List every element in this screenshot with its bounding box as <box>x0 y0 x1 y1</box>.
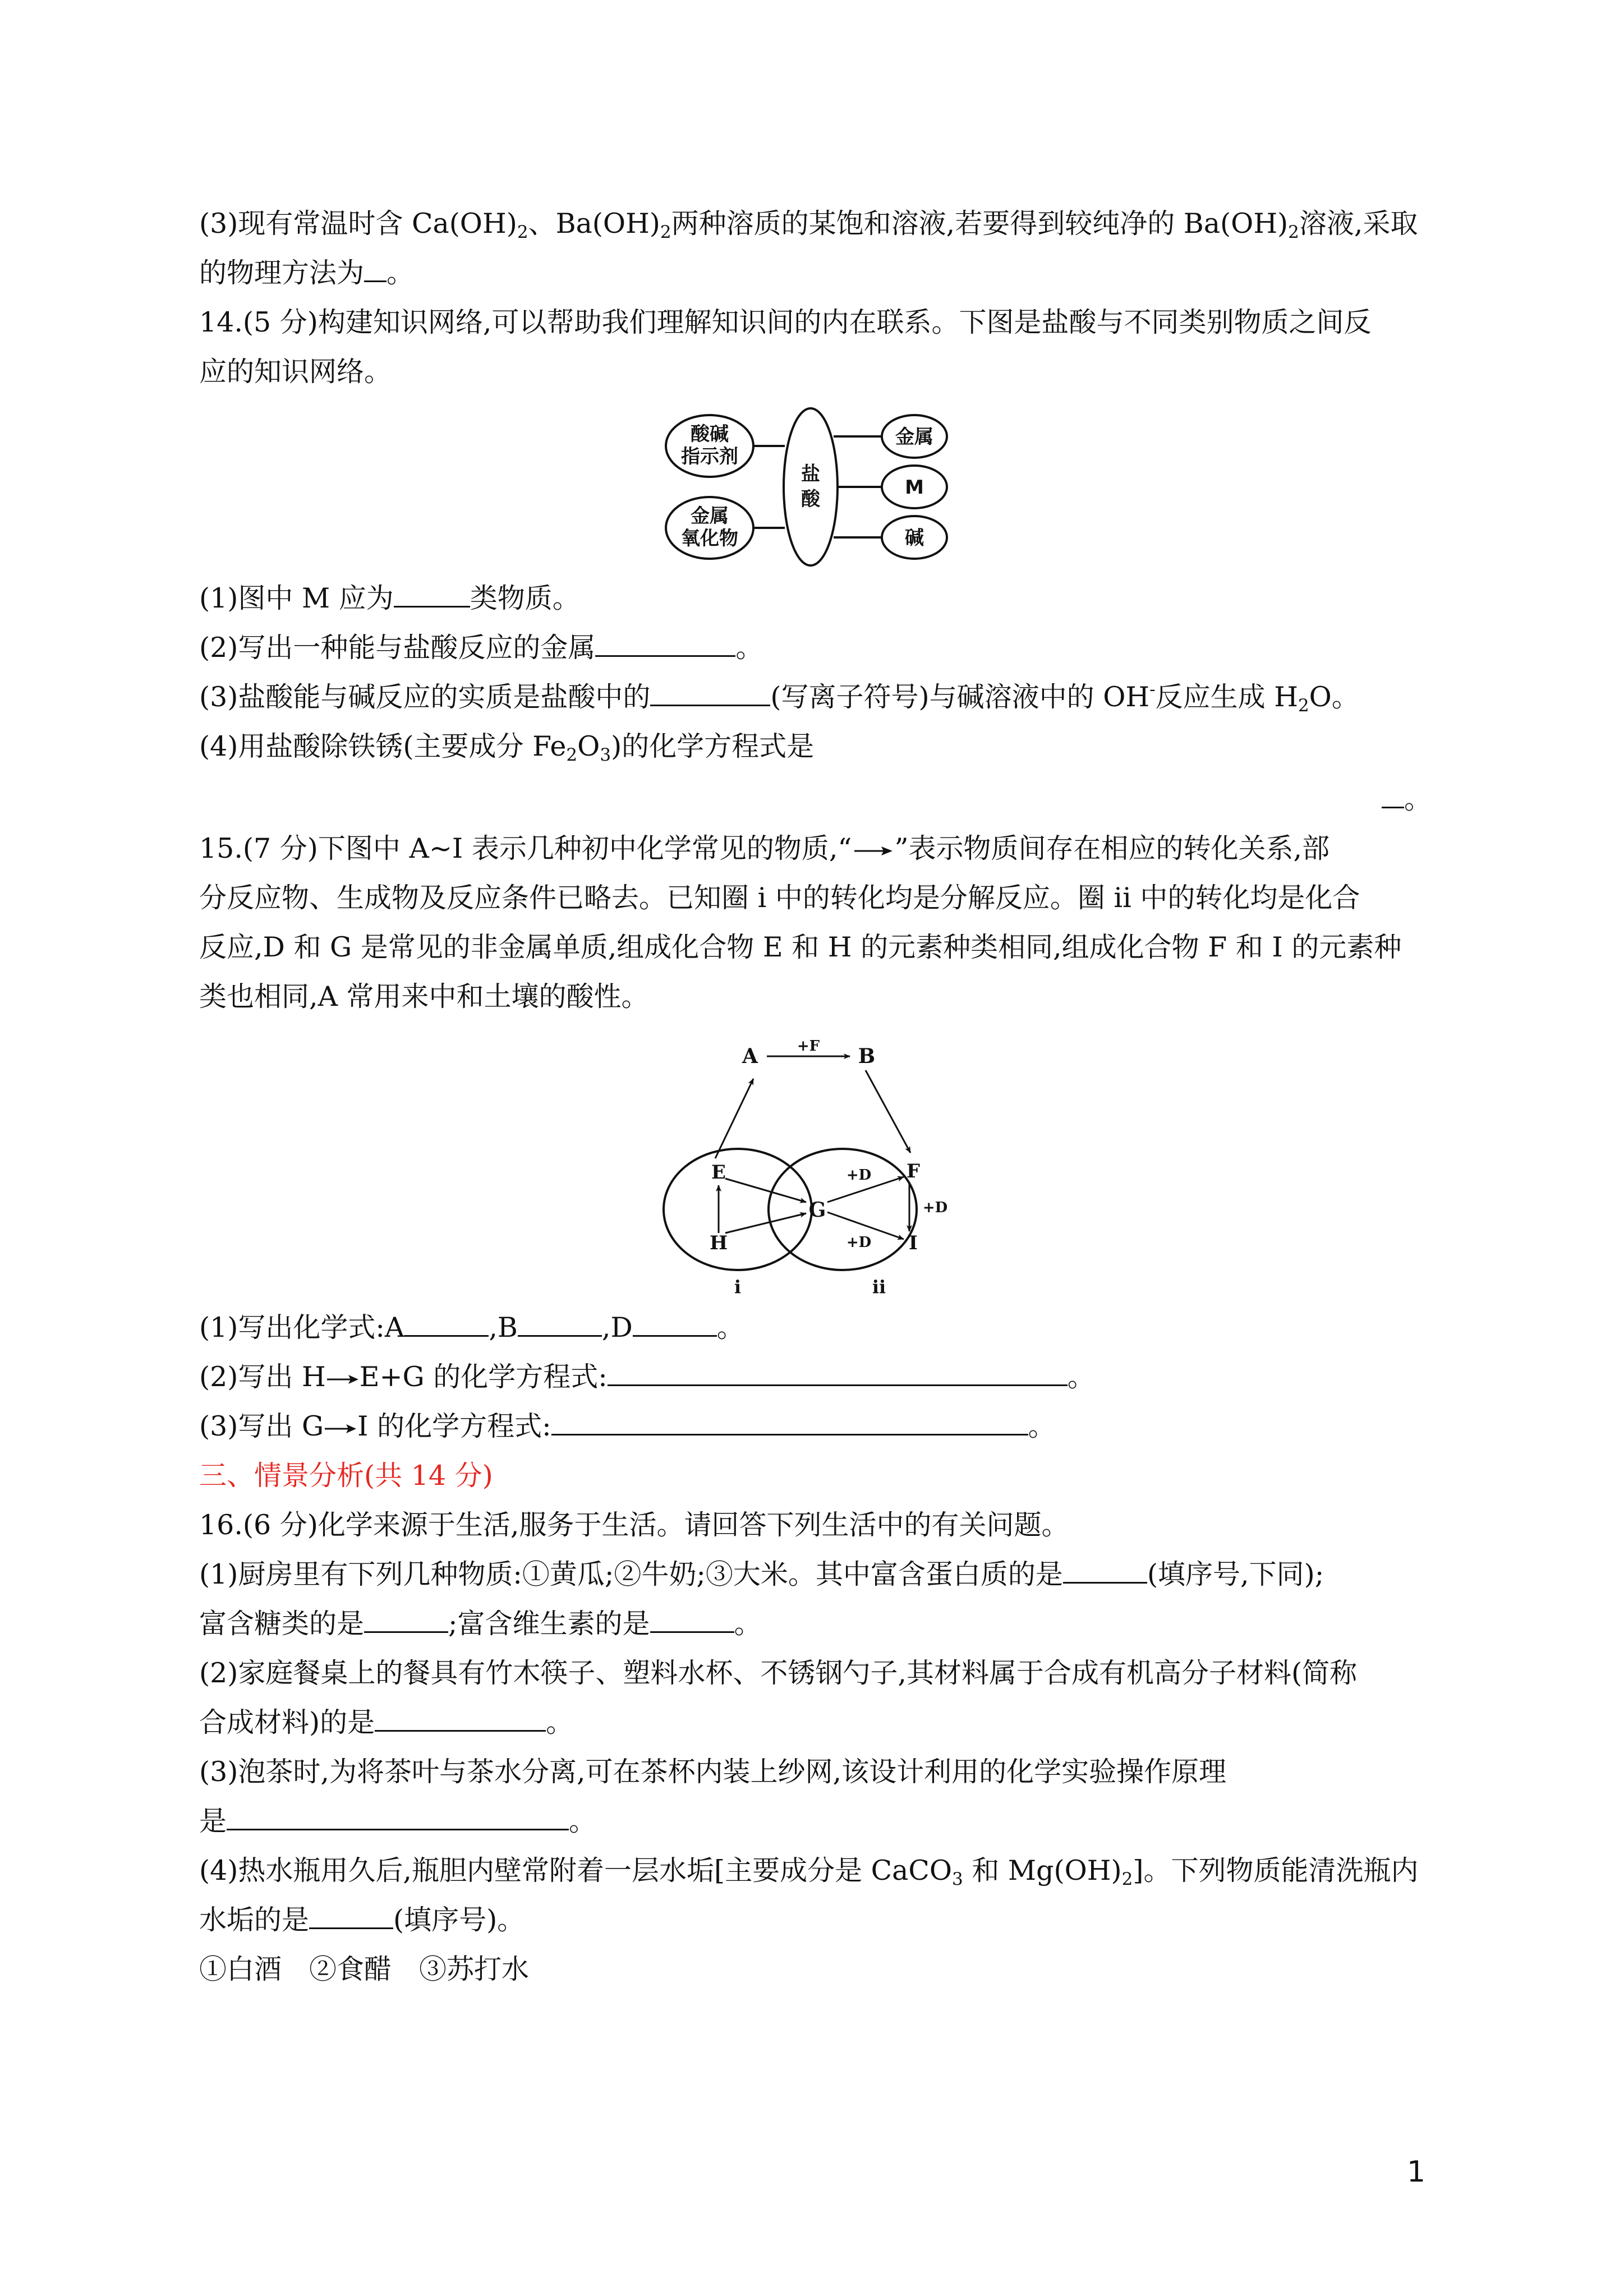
q14-part4-answer-line: 。 <box>199 775 1433 824</box>
label-plus-f: +F <box>797 1038 820 1055</box>
label-metal: 金属 <box>895 426 933 448</box>
q15-part2: (2)写出 H E+G 的化学方程式: 。 <box>199 1352 1433 1402</box>
answer-blank-a[interactable] <box>404 1306 489 1337</box>
answer-blank[interactable] <box>650 1602 734 1633</box>
q16-part2-line2: 合成材料)的是 。 <box>199 1698 1433 1747</box>
node-e: E <box>711 1161 726 1184</box>
q16-part4-line1: (4)热水瓶用久后,瓶胆内壁常附着一层水垢[主要成分是 CaCO$_3$ 和 $Mg(OH)_2$]。下列物质能清洗瓶内 <box>199 1855 1419 1889</box>
q16-options: ①白酒 ②食醋 ③苏打水 <box>199 1953 530 1985</box>
q16-part3-line2: 是 。 <box>199 1797 1433 1846</box>
q14-part4: (4)用盐酸除铁锈(主要成分 $Fe_2O_3$)的化学方程式是 <box>199 730 815 765</box>
label-plus-d-1: +D <box>846 1167 872 1184</box>
label-circle-i: i <box>734 1276 742 1297</box>
q15-stem-line3: 反应,D 和 G 是常见的非金属单质,组成化合物 E 和 H 的元素种类相同,组成化合物 F 和 I 的元素种 <box>199 931 1402 963</box>
q14-part3: (3)盐酸能与碱反应的实质是盐酸中的 (写离子符号)与碱溶液中的 OH-反应生成 $H_2O$。 <box>199 673 1433 722</box>
q14-part2: (2)写出一种能与盐酸反应的金属 。 <box>199 623 1433 673</box>
answer-blank[interactable] <box>227 1800 569 1830</box>
node-g: G <box>808 1198 826 1222</box>
label-base: 碱 <box>905 527 924 549</box>
hydrochloric-acid-network-diagram <box>665 406 968 568</box>
q16-part3-line1: (3)泡茶时,为将茶叶与茶水分离,可在茶杯内装上纱网,该设计利用的化学实验操作原理 <box>199 1756 1227 1788</box>
q13-part3-line2: 的物理方法为 。 <box>199 249 1433 298</box>
q15-stem-line2: 分反应物、生成物及反应条件已略去。已知圈 i 中的转化均是分解反应。圈 ii 中的转化均是化合 <box>199 882 1360 914</box>
label-hcl-2: 酸 <box>801 488 820 510</box>
node-b: B <box>858 1045 876 1068</box>
answer-blank-b[interactable] <box>518 1306 602 1337</box>
q15-part1: (1)写出化学式:A ,B ,D 。 <box>199 1303 1433 1352</box>
node-f: F <box>906 1160 921 1182</box>
q16-part1-line1: (1)厨房里有下列几种物质:①黄瓜;②牛奶;③大米。其中富含蛋白质的是 (填序号,下同); <box>199 1550 1433 1599</box>
q16-part2-line1: (2)家庭餐桌上的餐具有竹木筷子、塑料水杯、不锈钢勺子,其材料属于合成有机高分子材料(简称 <box>199 1657 1358 1689</box>
answer-blank[interactable] <box>551 1405 1028 1435</box>
label-metal-oxide-2: 氧化物 <box>681 527 738 550</box>
label-hcl-1: 盐 <box>801 463 820 485</box>
label-plus-d-3: +D <box>846 1234 872 1251</box>
answer-blank[interactable] <box>650 675 770 706</box>
q15-stem-line1: 15.(7 分)下图中 A~I 表示几种初中化学常见的物质,“ ”表示物质间存在相应的转化关系,部 <box>199 832 1330 864</box>
conversion-arrow-icon <box>326 1371 360 1388</box>
q16-part1-line2: 富含糖类的是 ;富含维生素的是 。 <box>199 1599 1433 1649</box>
q14-stem-line2: 应的知识网络。 <box>199 356 392 388</box>
q13-part3-line1: (3)现有常温时含 $Ca(OH)_2$、$Ba(OH)_2$两种溶质的某饱和溶液,若要得到较纯净的 $Ba(OH)_2$溶液,采取 <box>199 208 1418 242</box>
label-metal-oxide-1: 金属 <box>691 505 729 527</box>
answer-blank[interactable] <box>595 626 735 657</box>
answer-blank[interactable] <box>1382 777 1404 808</box>
answer-blank-d[interactable] <box>633 1306 717 1337</box>
page-content <box>199 199 1433 1994</box>
substance-conversion-diagram <box>659 1034 973 1303</box>
page-number: 1 <box>1407 2155 1426 2189</box>
node-h: H <box>709 1232 728 1254</box>
node-i: I <box>909 1232 918 1254</box>
answer-blank[interactable] <box>394 577 470 608</box>
q14-part1: (1)图中 M 应为 类物质。 <box>199 574 1433 623</box>
label-plus-d-2: +D <box>922 1199 948 1216</box>
q15-stem-line4: 类也相同,A 常用来中和土壤的酸性。 <box>199 981 649 1013</box>
answer-blank[interactable] <box>364 251 387 282</box>
q16-stem: 16.(6 分)化学来源于生活,服务于生活。请回答下列生活中的有关问题。 <box>199 1509 1069 1541</box>
node-a: A <box>742 1045 758 1068</box>
label-circle-ii: ii <box>872 1276 886 1297</box>
answer-blank[interactable] <box>309 1898 393 1929</box>
conversion-arrow-icon <box>852 843 895 859</box>
answer-blank[interactable] <box>364 1602 448 1633</box>
q14-stem-line1: 14.(5 分)构建知识网络,可以帮助我们理解知识间的内在联系。下图是盐酸与不同类别物质之间反 <box>199 306 1372 338</box>
q15-part3: (3)写出 G I 的化学方程式: 。 <box>199 1402 1433 1451</box>
label-indicator-1: 酸碱 <box>691 423 729 445</box>
conversion-arrow-icon <box>324 1420 357 1437</box>
q16-part4-line2: 水垢的是 (填序号)。 <box>199 1895 1433 1945</box>
section-heading: 三、情景分析(共 14 分) <box>199 1460 493 1492</box>
label-indicator-2: 指示剂 <box>681 445 738 468</box>
answer-blank[interactable] <box>1063 1553 1147 1584</box>
answer-blank[interactable] <box>608 1355 1068 1386</box>
answer-blank[interactable] <box>375 1701 546 1732</box>
label-m: M <box>905 476 924 499</box>
